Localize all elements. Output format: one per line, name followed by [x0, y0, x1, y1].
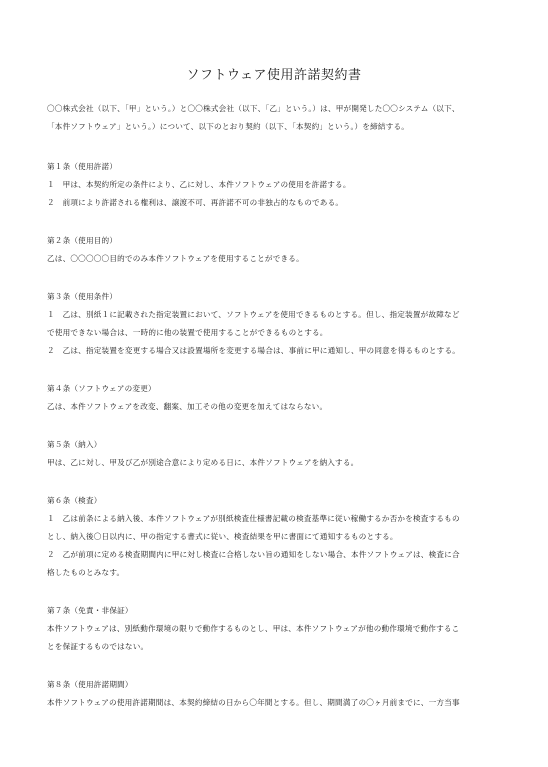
article-clause-continued: とを保証するものではない。 — [47, 642, 149, 651]
article-clause: １ 甲は、本契約所定の条件により、乙に対し、本件ソフトウェアの使用を許諾する。 — [47, 180, 351, 189]
article-clause: 甲は、乙に対し、甲及び乙が別途合意により定める日に、本件ソフトウェアを納入する。 — [47, 458, 359, 467]
article-heading: 第６条（検査） — [47, 496, 102, 505]
article-heading: 第２条（使用目的） — [47, 236, 118, 245]
article-1 — [47, 158, 495, 212]
article-3 — [47, 288, 495, 360]
article-clause-continued: 格したものとみなす。 — [47, 568, 125, 577]
article-6 — [47, 492, 495, 582]
article-2 — [47, 232, 495, 268]
preamble-line: 「本件ソフトウェア」という。）について、以下のとおり契約（以下、「本契約」という。）を締結する。 — [47, 122, 410, 131]
article-clause: 乙は、本件ソフトウェアを改変、翻案、加工その他の変更を加えてはならない。 — [47, 402, 328, 411]
article-clause: ２ 乙が前項に定める検査期間内に甲に対し検査に合格しない旨の通知をしない場合、本件ソフトウェアは、検査に合 — [47, 550, 460, 559]
article-clause: 本件ソフトウェアの使用許諾期間は、本契約締結の日から〇年間とする。但し、期間満了の〇ヶ月前までに、一方当事 — [47, 698, 460, 707]
article-heading: 第５条（納入） — [47, 440, 102, 449]
article-5 — [47, 436, 495, 472]
preamble — [47, 100, 495, 136]
article-clause-continued: とし、納入後〇日以内に、甲の指定する書式に従い、検査結果を甲に書面にて通知するものとする。 — [47, 532, 398, 541]
article-8 — [47, 676, 495, 712]
article-heading: 第７条（免責・非保証） — [47, 606, 133, 615]
article-clause: 乙は、〇〇〇〇〇目的でのみ本件ソフトウェアを使用することができる。 — [47, 254, 304, 263]
article-clause-continued: で使用できない場合は、一時的に他の装置で使用することができるものとする。 — [47, 328, 328, 337]
preamble-line: 〇〇株式会社（以下、「甲」という。）と〇〇株式会社（以下、「乙」という。）は、甲が開発した〇〇システム（以下、 — [47, 104, 460, 113]
article-clause: 本件ソフトウェアは、別紙動作環境の限りで動作するものとし、甲は、本件ソフトウェアが他の動作環境で動作するこ — [47, 624, 460, 633]
document-title: ソフトウェア使用許諾契約書 — [186, 68, 362, 83]
article-heading: 第８条（使用許諾期間） — [47, 680, 133, 689]
article-clause: １ 乙は前条による納入後、本件ソフトウェアが別紙検査仕様書記載の検査基準に従い稼働するか否かを検査するもの — [47, 514, 460, 523]
article-4 — [47, 380, 495, 416]
article-clause: ２ 乙は、指定装置を変更する場合又は設置場所を変更する場合は、事前に甲に通知し、甲の同意を得るものとする。 — [47, 346, 461, 355]
article-clause: １ 乙は、別紙１に記載された指定装置において、ソフトウェアを使用できるものとする。但し、指定装置が故障など — [47, 310, 460, 319]
article-heading: 第３条（使用条件） — [47, 292, 118, 301]
article-heading: 第４条（ソフトウェアの変更） — [47, 384, 156, 393]
article-clause: ２ 前項により許諾される権利は、譲渡不可、再許諾不可の非独占的なものである。 — [47, 198, 344, 207]
article-7 — [47, 602, 495, 656]
document-body — [47, 100, 495, 712]
article-heading: 第１条（使用許諾） — [47, 162, 118, 171]
